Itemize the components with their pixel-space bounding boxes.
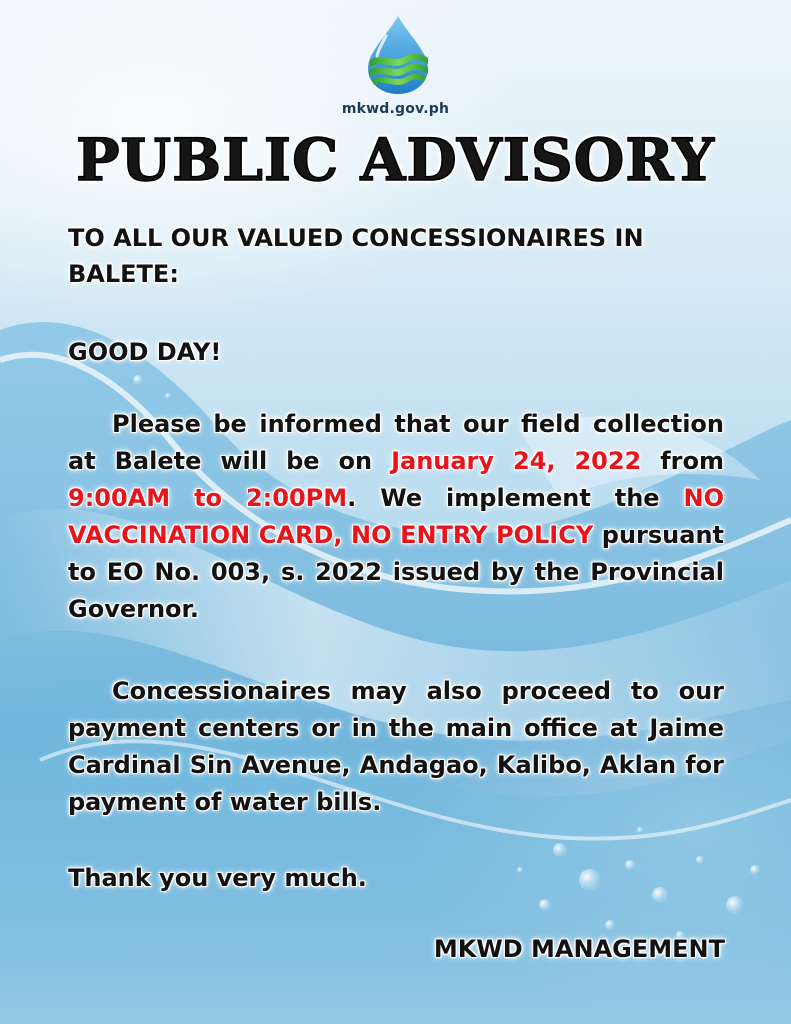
signature: MKWD MANAGEMENT — [433, 935, 725, 963]
paragraph-text: from — [641, 447, 724, 475]
closing-line: Thank you very much. — [68, 864, 367, 892]
water-drop-logo-icon — [358, 14, 438, 96]
salutation: TO ALL OUR VALUED CONCESSIONAIRES IN BALETE: — [68, 224, 644, 288]
collection-date: January 24, 2022 — [391, 447, 642, 475]
entry-policy: NO VACCINATION CARD, NO ENTRY POLICY — [68, 484, 724, 549]
greeting: GOOD DAY! — [68, 338, 222, 366]
collection-time: 9:00AM to 2:00PM — [68, 484, 348, 512]
paragraph-text: Concessionaires may also proceed to our payment centers or in the main office at Jaime Cardinal Sin Avenue, Andagao, Kalibo, Aklan for payment of water bills. — [68, 677, 724, 816]
paragraph-text: Please be informed that our field collection at Balete will be on — [68, 410, 724, 475]
website-url: mkwd.gov.ph — [341, 101, 450, 117]
payment-centers-paragraph — [68, 673, 724, 821]
paragraph-text: pursuant to EO No. 003, s. 2022 issued by the Provincial Governor. — [68, 521, 725, 623]
paragraph-text: . We implement the — [347, 484, 684, 512]
collection-schedule-paragraph — [68, 406, 724, 628]
page-title: PUBLIC ADVISORY — [75, 126, 716, 194]
